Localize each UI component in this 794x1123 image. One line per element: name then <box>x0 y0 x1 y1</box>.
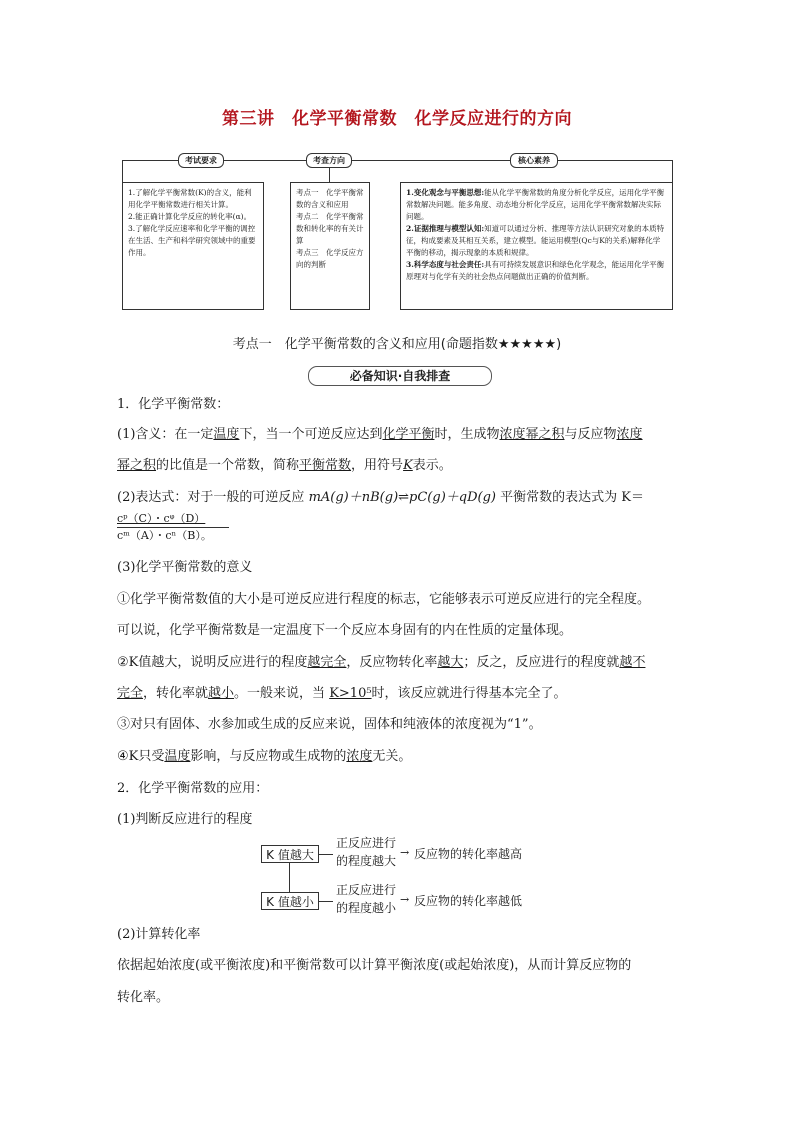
meaning-heading: (3)化学平衡常数的意义 <box>117 560 253 575</box>
literacy-item-2: 2.证据推理与模型认知:知道可以通过分析、推理等方法认识研究对象的本质特征，构成要素及其相互关系，建立模型。能运用模型(Qc与K的关系)解释化学平衡的移动，揭示现象的本质和规律。 <box>406 224 665 257</box>
header-directions: 考查方向 <box>306 153 352 168</box>
reaction-equation: mA(g)＋nB(g)⇌pC(g)＋qD(g) <box>308 490 496 505</box>
kaodian-title: 考点一 化学平衡常数的含义和应用(命题指数★★★★★) <box>232 337 562 352</box>
definition-line-1: (1)含义：在一定温度下，当一个可逆反应达到化学平衡时，生成物浓度幂之积与反应物浓度 <box>117 427 643 442</box>
meaning-point-2: ②K值越大，说明反应进行的程度越完全，反应物转化率越大；反之，反应进行的程度就越不 <box>117 655 646 670</box>
header-literacy: 核心素养 <box>510 153 558 168</box>
large-middle-text-1: 正反应进行 <box>336 836 397 850</box>
page-title: 第三讲 化学平衡常数 化学反应进行的方向 <box>222 109 572 129</box>
large-middle-text-2: 的程度越大 <box>336 854 397 868</box>
conversion-text-1: 依据起始浓度(或平衡浓度)和平衡常数可以计算平衡浓度(或起始浓度)，从而计算反应物的 <box>117 958 632 973</box>
literacy-item-1: 1.变化观念与平衡思想:能从化学平衡常数的角度分析化学反应，运用化学平衡常数解决问题。能多角度、动态地分析化学反应，运用化学平衡常数解决实际问题。 <box>406 188 665 221</box>
k-numerator: cᵖ（C）・cᵠ（D） <box>117 512 206 525</box>
meaning-point-2-cont: 完全，转化率就越小。一般来说，当 K>10⁵时，该反应就进行得基本完全了。 <box>117 686 567 701</box>
k-small-box: K 值越小 <box>261 892 319 910</box>
arrow-line-2 <box>319 901 333 902</box>
large-result-text: 反应物的转化率越高 <box>414 847 523 861</box>
k-large-box: K 值越大 <box>261 845 319 863</box>
literacy-box <box>400 182 673 310</box>
section-2-heading: 2．化学平衡常数的应用： <box>117 781 269 796</box>
small-middle-text-1: 正反应进行 <box>336 883 397 897</box>
meaning-point-1-cont: 可以说，化学平衡常数是一定温度下一个反应本身固有的内在性质的定量体现。 <box>117 623 573 638</box>
small-middle-text-2: 的程度越小 <box>336 901 397 915</box>
k-connector-line <box>289 863 290 892</box>
meaning-point-1: ①化学平衡常数值的大小是可逆反应进行程度的标志，它能够表示可逆反应进行的完全程度。 <box>117 592 651 607</box>
application-2-heading: (2)计算转化率 <box>117 927 201 942</box>
mid-connector-line <box>329 167 330 182</box>
arrow-right-icon: → <box>400 846 410 859</box>
conversion-text-2: 转化率。 <box>117 990 170 1005</box>
directions-box: 考点一 化学平衡常数的含义和应用 考点二 化学平衡常数和转化率的有关计算 考点三 化学反应方向的判断 <box>290 182 370 310</box>
small-result-text: 反应物的转化率越低 <box>414 894 523 908</box>
k-denominator: cᵐ（A）・cⁿ（B）。 <box>117 529 212 542</box>
requirements-box: 1.了解化学平衡常数(K)的含义，能利用化学平衡常数进行相关计算。 2.能正确计算化学反应的转化率(α)。 3.了解化学反应速率和化学平衡的调控在生活、生产和科学研究领域中的重要作用。 <box>122 182 264 310</box>
literacy-item-3: 3.科学态度与社会责任:具有可持续发展意识和绿色化学观念，能运用化学平衡原理对与化学有关的社会热点问题做出正确的价值判断。 <box>406 260 665 281</box>
application-1-heading: (1)判断反应进行的程度 <box>117 812 253 827</box>
expression-line: (2)表达式：对于一般的可逆反应 mA(g)＋nB(g)⇌pC(g)＋qD(g) 平衡常数的表达式为 K＝ <box>117 490 644 505</box>
section-banner: 必备知识·自我排查 <box>308 366 492 386</box>
fraction-bar <box>117 527 229 528</box>
definition-line-2: 幂之积的比值是一个常数，简称平衡常数，用符号K表示。 <box>117 458 452 473</box>
arrow-line-1 <box>319 854 333 855</box>
header-requirements: 考试要求 <box>178 153 224 168</box>
right-connector-line <box>672 160 673 182</box>
arrow-right-icon: → <box>400 893 410 906</box>
meaning-point-3: ③对只有固体、水参加或生成的反应来说，固体和纯液体的浓度视为“1”。 <box>117 717 542 732</box>
left-connector-line <box>122 160 123 182</box>
section-1-heading: 1．化学平衡常数： <box>117 397 230 412</box>
k-fraction <box>117 512 212 543</box>
meaning-point-4: ④K只受温度影响，与反应物或生成物的浓度无关。 <box>117 749 412 764</box>
